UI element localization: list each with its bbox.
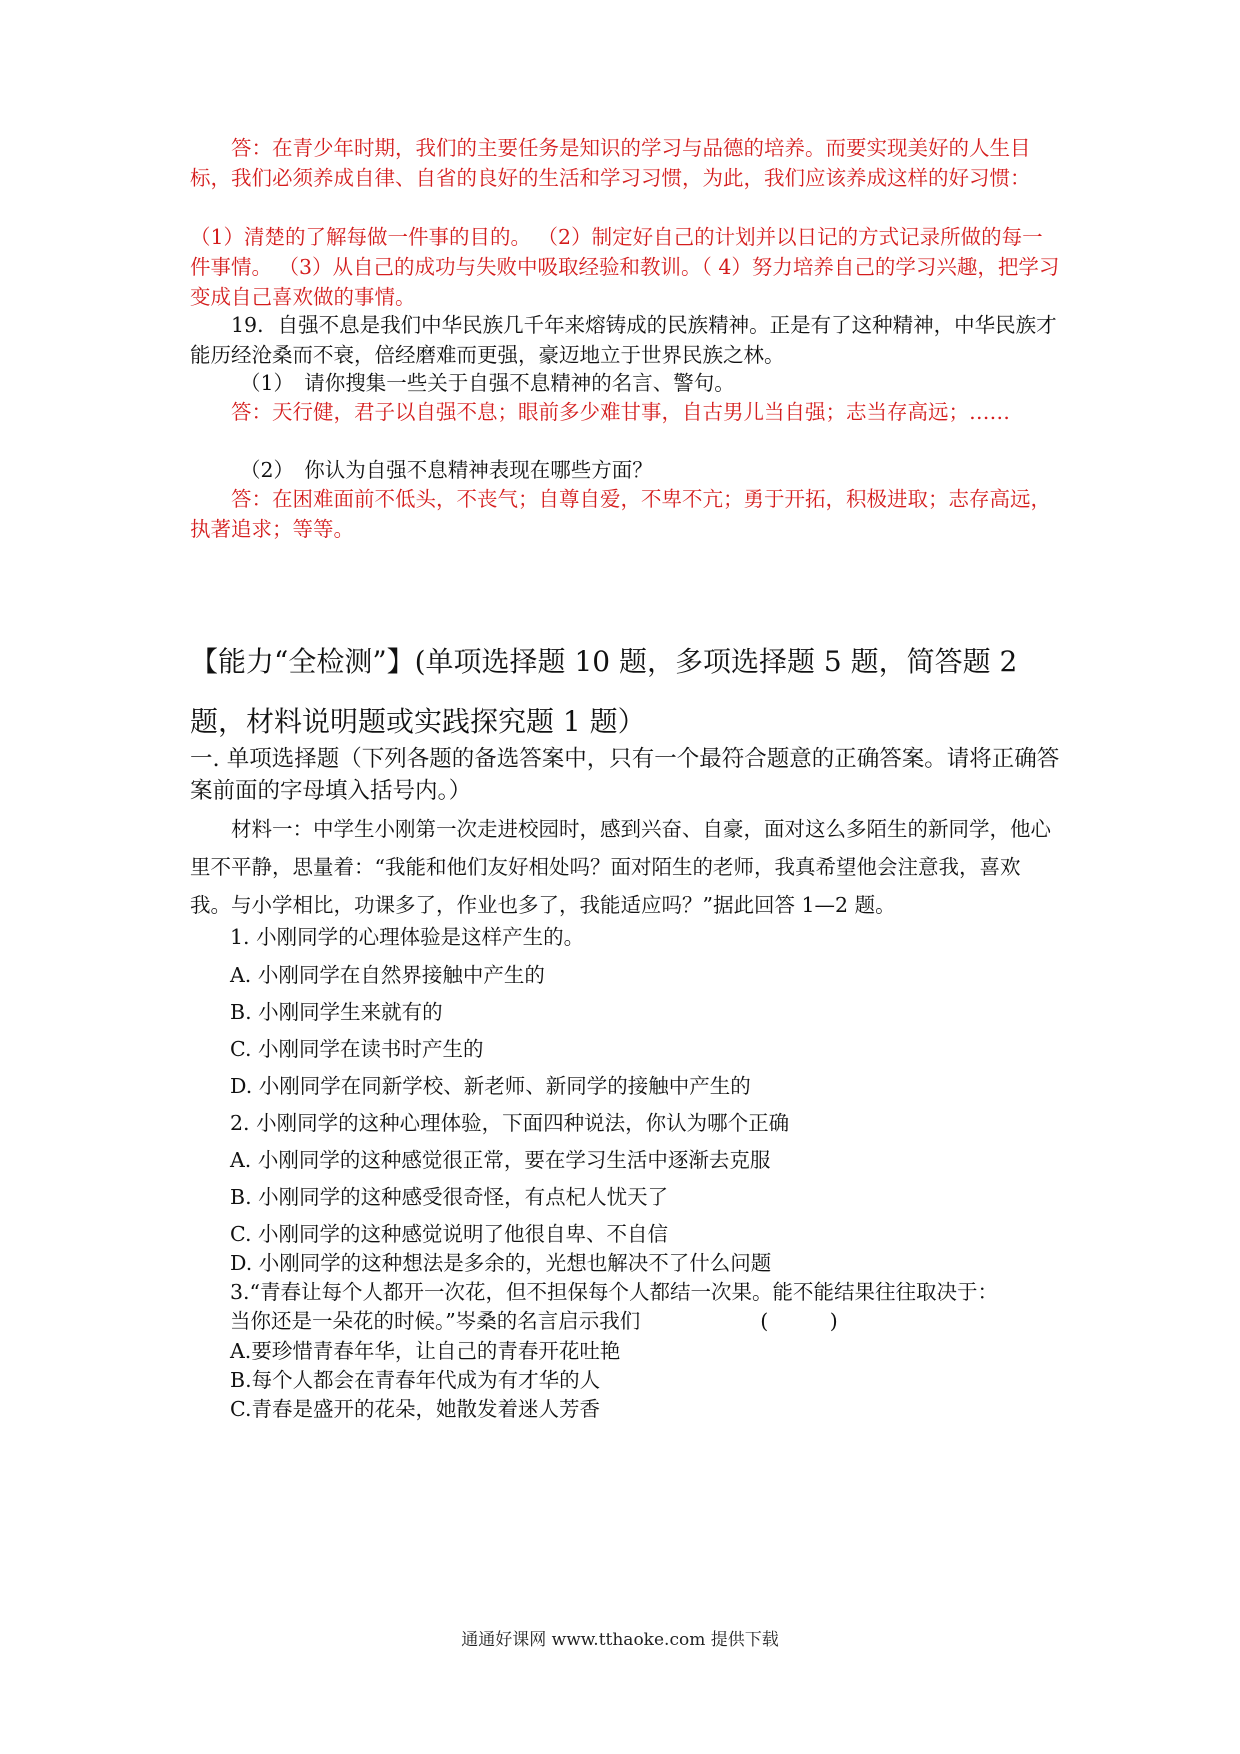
question-19-answer2: 答：在困难面前不低头，不丧气；自尊自爱，不卑不亢；勇于开拓，积极进取；志存高远，执著追求；等等。 — [190, 487, 1051, 541]
answer-blank-paren: ( ) — [760, 1309, 838, 1333]
question-3-stem-line1: 3.“青春让每个人都开一次花，但不担保每个人都结一次果。能不能结果往往取决于： — [230, 1280, 999, 1304]
question-1-option-b: B. 小刚同学生来就有的 — [230, 1000, 443, 1024]
material-1: 材料一：中学生小刚第一次走进校园时，感到兴奋、自豪，面对这么多陌生的新同学，他心里不平静，思量着：“我能和他们友好相处吗？面对陌生的老师，我真希望他会注意我，喜欢我。与小学相比，功课多了，作业也多了，我能适应吗？”据此回答 1—2 题。 — [190, 817, 1051, 917]
question-1-option-c: C. 小刚同学在读书时产生的 — [230, 1037, 484, 1061]
question-2-option-c: C. 小刚同学的这种感觉说明了他很自卑、不自信 — [230, 1222, 668, 1246]
question-3-option-c: C.青春是盛开的花朵，她散发着迷人芳香 — [230, 1397, 600, 1421]
question-3-stem-text: 当你还是一朵花的时候。”岑桑的名言启示我们 — [230, 1309, 641, 1333]
question-2-option-b: B. 小刚同学的这种感受很奇怪，有点杞人忧天了 — [230, 1185, 669, 1209]
question-1-stem: 1. 小刚同学的心理体验是这样产生的。 — [230, 925, 585, 949]
question-1-option-d: D. 小刚同学在同新学校、新老师、新同学的接触中产生的 — [230, 1074, 751, 1098]
page-footer: 通通好课网 www.tthaoke.com 提供下载 — [461, 1630, 779, 1650]
question-2-option-d: D. 小刚同学的这种想法是多余的，光想也解决不了什么问题 — [230, 1251, 772, 1275]
answer-18-items: （1）清楚的了解每做一件事的目的。 （2）制定好自己的计划并以日记的方式记录所做的每一件事情。 （3）从自己的成功与失败中吸取经验和教训。（ 4）努力培养自己的学习兴趣，把学习变成自己喜欢做的事情。 — [190, 225, 1060, 309]
question-19-sub1: （1） 请你搜集一些关于自强不息精神的名言、警句。 — [240, 371, 735, 395]
question-3-option-b: B.每个人都会在青春年代成为有才华的人 — [230, 1368, 601, 1392]
answer-18-intro: 答：在青少年时期，我们的主要任务是知识的学习与品德的培养。而要实现美好的人生目标，我们必须养成自律、自省的良好的生活和学习习惯，为此，我们应该养成这样的好习惯： — [190, 136, 1031, 190]
question-19-stem: 19．自强不息是我们中华民族几千年来熔铸成的民族精神。正是有了这种精神，中华民族才能历经沧桑而不衰，倍经磨难而更强，豪迈地立于世界民族之林。 — [190, 313, 1057, 367]
question-19-sub2: （2） 你认为自强不息精神表现在哪些方面？ — [240, 458, 653, 482]
question-2-option-a: A. 小刚同学的这种感觉很正常，要在学习生活中逐渐去克服 — [230, 1148, 771, 1172]
ability-heading-line2: 题，材料说明题或实践探究题 1 题） — [190, 705, 646, 738]
question-3-stem-line2 — [230, 1306, 838, 1336]
ability-heading-line1: 【能力“全检测”】(单项选择题 10 题，多项选择题 5 题，简答题 2 — [190, 645, 1018, 678]
section-1-title: 一. 单项选择题（下列各题的备选答案中，只有一个最符合题意的正确答案。请将正确答案前面的字母填入括号内。） — [190, 746, 1060, 804]
question-19-answer1: 答：天行健，君子以自强不息；眼前多少难甘事，自古男儿当自强；志当存高远；…… — [231, 400, 1010, 424]
question-2-stem: 2. 小刚同学的这种心理体验，下面四种说法，你认为哪个正确 — [230, 1111, 790, 1135]
question-1-option-a: A. 小刚同学在自然界接触中产生的 — [230, 963, 545, 987]
question-3-option-a: A.要珍惜青春年华，让自己的青春开花吐艳 — [230, 1339, 621, 1363]
